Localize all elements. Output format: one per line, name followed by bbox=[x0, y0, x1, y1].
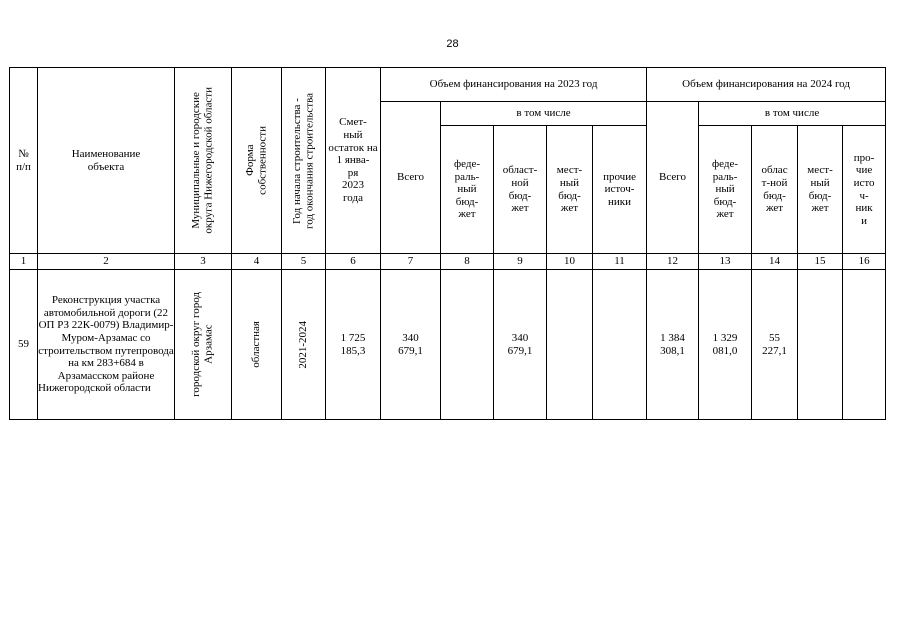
header-ownership bbox=[232, 68, 282, 254]
row-other-2023 bbox=[593, 270, 647, 420]
column-number: 12 bbox=[647, 254, 699, 270]
row-federal-2023 bbox=[441, 270, 494, 420]
header-local-2023: мест- ный бюд- жет bbox=[547, 126, 593, 254]
header-incl-2023: в том числе bbox=[441, 102, 647, 126]
row-local-2024 bbox=[798, 270, 843, 420]
row-ownership bbox=[232, 270, 282, 420]
row-years bbox=[282, 270, 326, 420]
column-number: 9 bbox=[494, 254, 547, 270]
row-total-2024: 1 384 308,1 bbox=[647, 270, 699, 420]
column-number: 7 bbox=[381, 254, 441, 270]
header-municipality-text: Муниципальные и городские округа Нижегородской области bbox=[190, 87, 215, 234]
header-federal-2023: феде- раль- ный бюд- жет bbox=[441, 126, 494, 254]
column-number: 8 bbox=[441, 254, 494, 270]
column-number: 11 bbox=[593, 254, 647, 270]
header-ownership-text: Форма собственности bbox=[243, 126, 269, 195]
table-row bbox=[10, 270, 886, 420]
header-num: № п/п bbox=[10, 68, 38, 254]
row-estimate: 1 725 185,3 bbox=[326, 270, 381, 420]
header-municipality bbox=[175, 68, 232, 254]
column-number: 15 bbox=[798, 254, 843, 270]
header-regional-2023: област- ной бюд- жет bbox=[494, 126, 547, 254]
row-federal-2024: 1 329 081,0 bbox=[699, 270, 752, 420]
column-number: 1 bbox=[10, 254, 38, 270]
column-number: 5 bbox=[282, 254, 326, 270]
column-number: 3 bbox=[175, 254, 232, 270]
header-row-1 bbox=[10, 68, 886, 102]
header-total-2024: Всего bbox=[647, 102, 699, 254]
header-incl-2024: в том числе bbox=[699, 102, 886, 126]
column-number: 16 bbox=[843, 254, 886, 270]
page-number: 28 bbox=[446, 38, 459, 50]
column-number: 2 bbox=[38, 254, 175, 270]
row-other-2024 bbox=[843, 270, 886, 420]
row-years-text: 2021-2024 bbox=[297, 320, 310, 369]
header-estimate: Смет- ный остаток на 1 янва- ря 2023 года bbox=[326, 68, 381, 254]
row-municipality-text: городской округ город Арзамас bbox=[190, 292, 215, 397]
row-num: 59 bbox=[10, 270, 38, 420]
column-number: 14 bbox=[752, 254, 798, 270]
header-regional-2024: облас т-ной бюд- жет bbox=[752, 126, 798, 254]
header-total-2023: Всего bbox=[381, 102, 441, 254]
row-local-2023 bbox=[547, 270, 593, 420]
header-other-2023: прочие источ- ники bbox=[593, 126, 647, 254]
row-regional-2024: 55 227,1 bbox=[752, 270, 798, 420]
financing-table bbox=[9, 67, 886, 420]
column-number: 4 bbox=[232, 254, 282, 270]
column-number: 6 bbox=[326, 254, 381, 270]
header-group-2024: Объем финансирования на 2024 год bbox=[647, 68, 886, 102]
column-number: 13 bbox=[699, 254, 752, 270]
header-years bbox=[282, 68, 326, 254]
row-total-2023: 340 679,1 bbox=[381, 270, 441, 420]
header-local-2024: мест- ный бюд- жет bbox=[798, 126, 843, 254]
header-other-2024: про- чие исто ч- ник и bbox=[843, 126, 886, 254]
header-group-2023: Объем финансирования на 2023 год bbox=[381, 68, 647, 102]
row-ownership-text: областная bbox=[250, 321, 263, 368]
row-regional-2023: 340 679,1 bbox=[494, 270, 547, 420]
header-name: Наименование объекта bbox=[38, 68, 175, 254]
column-number: 10 bbox=[547, 254, 593, 270]
column-number-row bbox=[10, 254, 886, 270]
header-years-text: Год начала строительства - год окончания строительства bbox=[290, 92, 316, 229]
row-object-name: Реконструкция участка автомобильной дороги (22 ОП РЗ 22К-0079) Владимир-Муром-Арзамас со строительством путепровода на км 283+684 в Арзамасском районе Нижегородской области bbox=[38, 270, 175, 420]
row-municipality bbox=[175, 270, 232, 420]
header-federal-2024: феде- раль- ный бюд- жет bbox=[699, 126, 752, 254]
